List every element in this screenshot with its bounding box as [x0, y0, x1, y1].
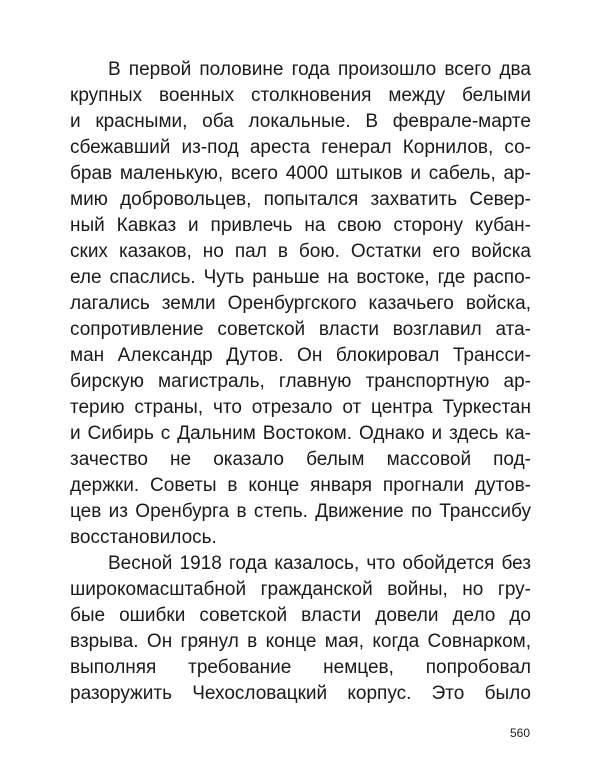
text-line: сбежавший из-под ареста генерал Корнилов, со- [70, 137, 531, 158]
text-line: разоружить Чехословацкий корпус. Это было [70, 683, 531, 704]
text-line: цев из Оренбурга в степь. Движение по Транссибу [70, 501, 531, 522]
text-line: терию страны, что отрезало от центра Туркестан [70, 397, 531, 418]
text-line: взрыва. Он грянул в конце мая, когда Совнарком, [70, 631, 531, 652]
text-line: бирскую магистраль, главную транспортную ар- [70, 371, 531, 392]
text-line: бые ошибки советской власти довели дело до [70, 605, 531, 626]
page-body-text [70, 57, 531, 707]
text-line: сопротивление советской власти возглавил ата- [70, 319, 531, 340]
text-line: Весной 1918 года казалось, что обойдется без [108, 553, 531, 574]
page-number: 560 [509, 726, 530, 740]
text-line: лагались земли Оренбургского казачьего войска, [70, 293, 531, 314]
text-line: зачество не оказало белым массовой под- [70, 449, 531, 470]
text-line: мию добровольцев, попытался захватить Север- [70, 189, 531, 210]
text-line: восстановилось. [70, 527, 217, 548]
text-line: брав маленькую, всего 4000 штыков и сабель, ар- [70, 163, 531, 184]
text-line: широкомасштабной гражданской войны, но гру- [70, 579, 531, 600]
text-line: еле спаслись. Чуть раньше на востоке, где распо- [70, 267, 531, 288]
text-line: и красными, оба локальные. В феврале-марте [70, 111, 531, 132]
text-line: выполняя требование немцев, попробовал [70, 657, 531, 678]
text-line: ный Кавказ и привлечь на свою сторону кубан- [70, 215, 531, 236]
text-line: ских казаков, но пал в бою. Остатки его войска [70, 241, 531, 262]
text-line: крупных военных столкновения между белыми [70, 85, 531, 106]
text-line: В первой половине года произошло всего два [108, 59, 531, 80]
text-line: держки. Советы в конце января прогнали дутов- [70, 475, 531, 496]
text-line: ман Александр Дутов. Он блокировал Трансси- [70, 345, 531, 366]
text-line: и Сибирь с Дальним Востоком. Однако и здесь ка- [70, 423, 531, 444]
